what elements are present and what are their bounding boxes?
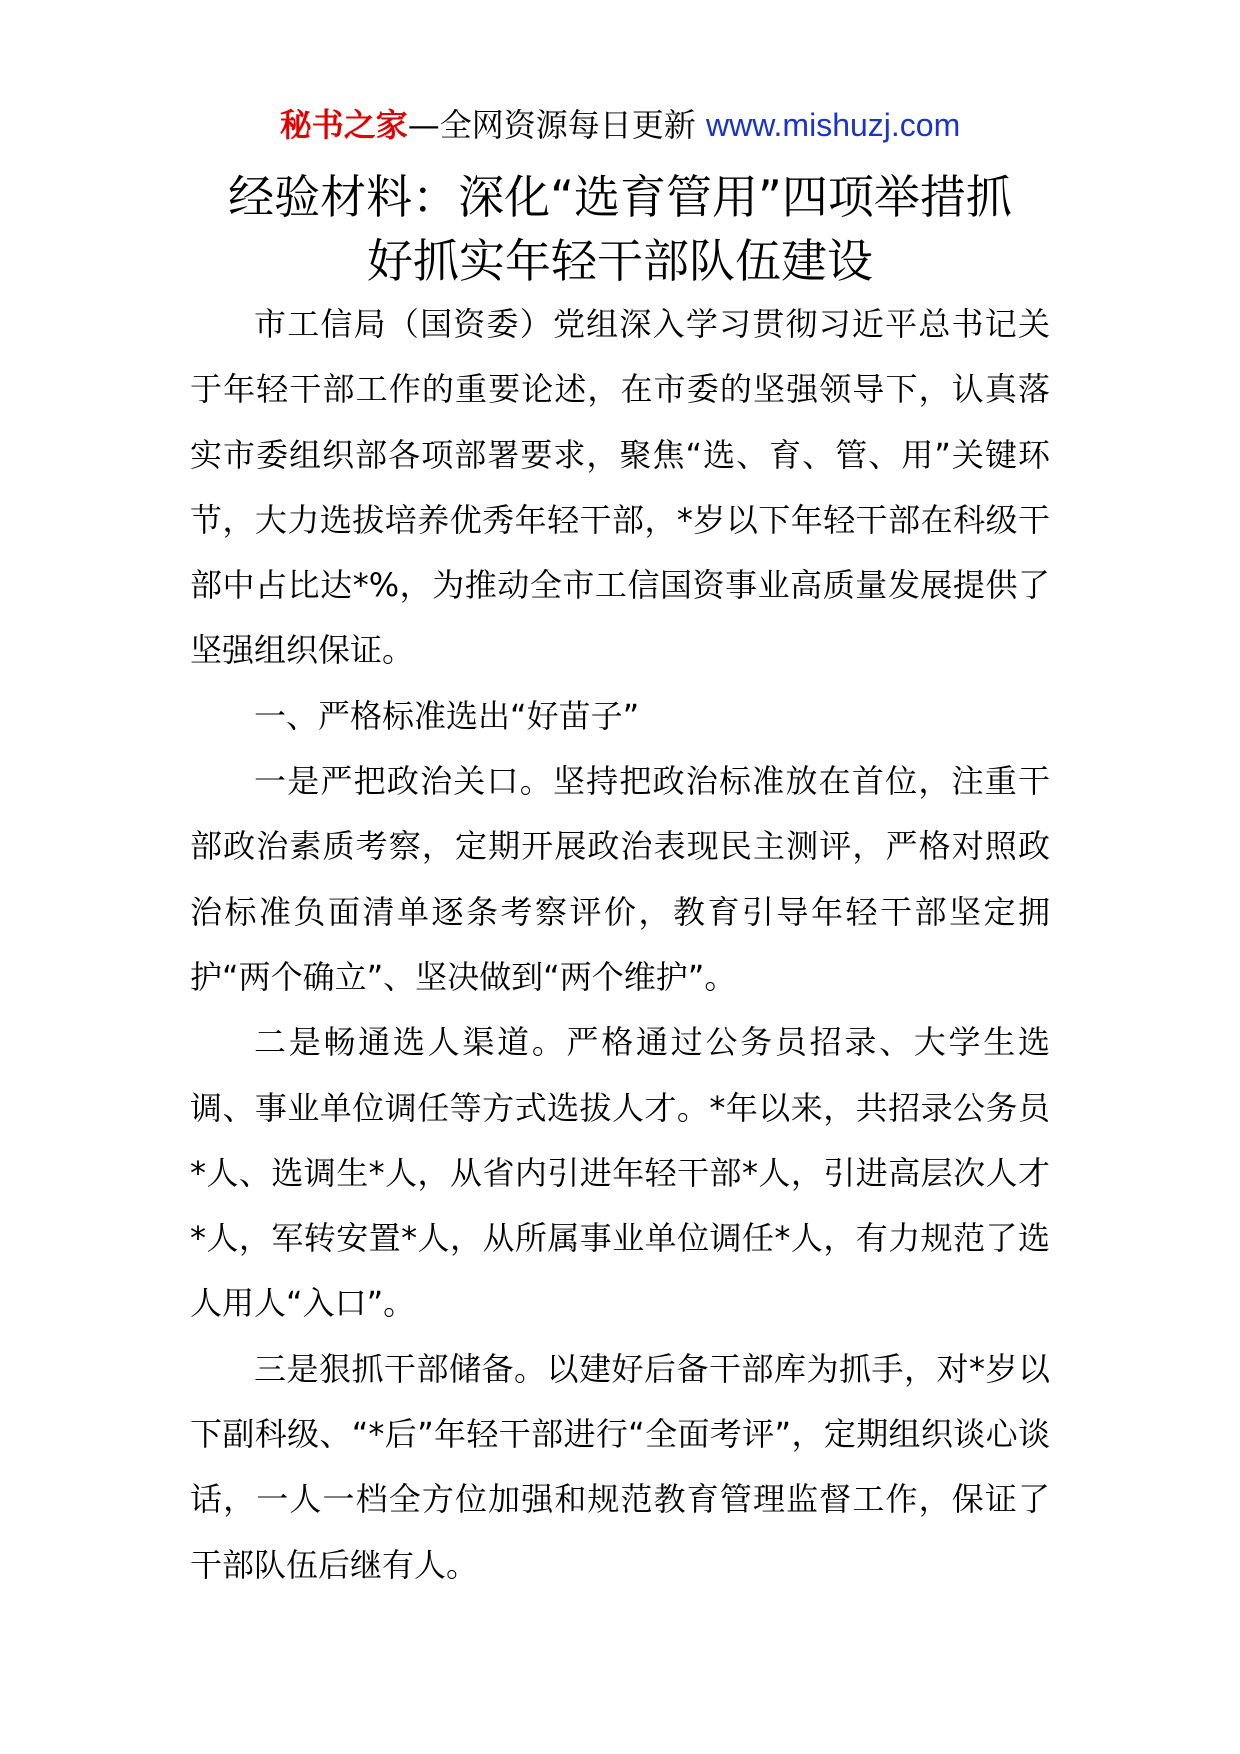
point-paragraph-3: 三是狠抓干部储备。以建好后备干部库为抓手，对*岁以下副科级、“*后”年轻干部进行“全面考评”，定期组织谈心谈话，一人一档全方位加强和规范教育管理监督工作，保证了干部队伍后继有人。 xyxy=(190,1349,1050,1584)
document-body xyxy=(190,292,1050,1598)
site-header xyxy=(0,100,1240,150)
intro-paragraph: 市工信局（国资委）党组深入学习贯彻习近平总书记关于年轻干部工作的重要论述，在市委的坚强领导下，认真落实市委组织部各项部署要求，聚焦“选、育、管、用”关键环节，大力选拔培养优秀年轻干部，*岁以下年轻干部在科级干部中占比达*%，为推动全市工信国资事业高质量发展提供了坚强组织保证。 xyxy=(190,305,1050,670)
point-paragraph-2: 二是畅通选人渠道。严格通过公务员招录、大学生选调、事业单位调任等方式选拔人才。*年以来，共招录公务员*人、选调生*人，从省内引进年轻干部*人，引进高层次人才*人，军转安置*人，从所属事业单位调任*人，有力规范了选人用人“入口”。 xyxy=(190,1023,1050,1323)
section-heading-1: 一、严格标准选出“好苗子” xyxy=(254,696,640,735)
title-line-1: 经验材料：深化“选育管用”四项举措抓 xyxy=(228,170,1012,224)
header-slogan: —全网资源每日更新 xyxy=(407,106,706,144)
title-line-2: 好抓实年轻干部队伍建设 xyxy=(367,234,873,288)
brand-name: 秘书之家 xyxy=(279,106,408,144)
point-paragraph-1: 一是严把政治关口。坚持把政治标准放在首位，注重干部政治素质考察，定期开展政治表现民主测评，严格对照政治标准负面清单逐条考察评价，教育引导年轻干部坚定拥护“两个确立”、坚决做到“两个维护”。 xyxy=(190,762,1050,996)
site-url-link[interactable]: www.mishuzj.com xyxy=(705,107,961,143)
document-title xyxy=(150,165,1090,293)
